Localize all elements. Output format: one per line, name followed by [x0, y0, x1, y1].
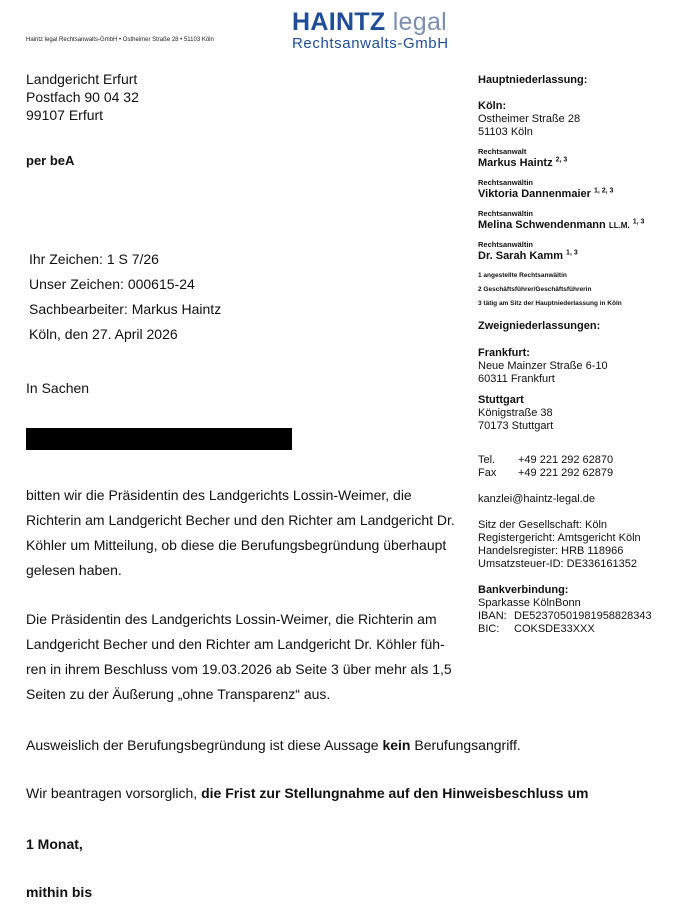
recipient-line-1: Landgericht Erfurt: [26, 71, 138, 87]
branches-heading: Zweigniederlassungen:: [478, 320, 601, 332]
logo-subtitle: Rechtsanwalts-GmbH: [292, 35, 449, 52]
commercial-register: Handelsregister: HRB 118966: [478, 545, 624, 557]
paragraph-4: Wir beantragen vorsorglich, die Frist zur Stellungnahme auf den Hinweisbeschluss um: [26, 785, 589, 801]
stuttgart-heading: Stuttgart: [478, 394, 524, 406]
sender-line: Haintz legal Rechtsanwalts-GmbH • Ostheimer Straße 28 • 51103 Köln: [26, 37, 214, 43]
recipient-line-3: 99107 Erfurt: [26, 107, 104, 123]
paragraph-6: mithin bis: [26, 884, 93, 900]
reference-block: [29, 247, 221, 347]
lawyer-2-title: Rechtsanwältin: [478, 178, 534, 187]
frankfurt-city: 60311 Frankfurt: [478, 373, 555, 385]
lawyer-1-title: Rechtsanwalt: [478, 147, 527, 156]
recipient-line-2: Postfach 90 04 32: [26, 89, 139, 105]
recipient-address: [26, 70, 139, 124]
lawyer-2-name: Viktoria Dannenmaier $^{1, 2, 3}$: [478, 187, 614, 200]
letterhead-sidebar: [478, 74, 683, 636]
company-seat: Sitz der Gesellschaft: Köln: [478, 519, 608, 531]
frankfurt-heading: Frankfurt:: [478, 347, 530, 359]
koeln-heading: Köln:: [478, 100, 507, 112]
logo-wordmark: HAINTZ legal: [292, 8, 448, 36]
company-logo: [292, 8, 492, 52]
bank-heading: Bankverbindung:: [478, 584, 569, 596]
in-sachen-heading: In Sachen: [26, 380, 90, 396]
stuttgart-street: Königstraße 38: [478, 407, 553, 419]
paragraph-3: Ausweislich der Berufungsbegründung ist diese Aussage kein Berufungsangriff.: [26, 737, 521, 753]
frankfurt-street: Neue Mainzer Straße 6-10: [478, 360, 608, 372]
lawyer-3-name: Melina Schwendenmann LL.M. $^{1, 3}$: [478, 218, 645, 231]
redaction-bar: [26, 428, 292, 450]
lawyer-4-name: Dr. Sarah Kamm $^{1, 3}$: [478, 249, 578, 262]
stuttgart-city: 70173 Stuttgart: [478, 420, 554, 432]
phone-row: Tel. +49 221 292 62870: [478, 454, 614, 466]
ihr-zeichen: Ihr Zeichen: 1 S 7/26: [29, 251, 159, 267]
paragraph-5: 1 Monat,: [26, 836, 83, 852]
footnote-1: 1 angestellte Rechtsanwältin: [478, 272, 567, 279]
letter-date: Köln, den 27. April 2026: [29, 326, 178, 342]
lawyer-3-title: Rechtsanwältin: [478, 209, 534, 218]
main-office-heading: Hauptniederlassung:: [478, 74, 588, 86]
paragraph-2: Die Präsidentin des Landgerichts Lossin-Weimer, die Richterin am Landgericht Becher und den Richter am Landgericht Dr. Köhler füh-ren in ihrem Beschluss vom 19.03.2026 ab Seite 3 über mehr als 1,5 Seiten zu der Äußerung „ohne Transparenz“ aus.: [26, 611, 452, 702]
fax-row: Fax +49 221 292 62879: [478, 467, 614, 479]
phone-number[interactable]: +49 221 292 62870: [518, 454, 614, 466]
unser-zeichen: Unser Zeichen: 000615-24: [29, 276, 195, 292]
fax-number: +49 221 292 62879: [518, 467, 614, 479]
email-link[interactable]: kanzlei@haintz-legal.de: [478, 493, 595, 505]
sachbearbeiter: Sachbearbeiter: Markus Haintz: [29, 301, 222, 317]
paragraph-1: bitten wir die Präsidentin des Landgerichts Lossin-Weimer, die Richterin am Landgericht Becher und den Richter am Landgericht Dr. Köhler um Mitteilung, ob diese die Berufungsbegründung überhaupt gelesen haben.: [26, 487, 455, 578]
lawyer-4-title: Rechtsanwältin: [478, 240, 534, 249]
iban-row: IBAN: DE52370501981958828343: [478, 610, 652, 622]
koeln-city: 51103 Köln: [478, 126, 533, 138]
bank-name: Sparkasse KölnBonn: [478, 597, 581, 609]
bic-row: BIC: COKSDE33XXX: [478, 623, 595, 635]
register-court: Registergericht: Amtsgericht Köln: [478, 532, 641, 544]
footnote-2: 2 Geschäftsführer/Geschäftsführerin: [478, 286, 592, 293]
koeln-street: Ostheimer Straße 28: [478, 113, 581, 125]
footnote-3: 3 tätig am Sitz der Hauptniederlassung in Köln: [478, 300, 622, 307]
delivery-method: per beA: [26, 153, 75, 168]
lawyer-1-name: Markus Haintz $^{2, 3}$: [478, 156, 568, 169]
vat-id: Umsatzsteuer-ID: DE336161352: [478, 558, 637, 570]
